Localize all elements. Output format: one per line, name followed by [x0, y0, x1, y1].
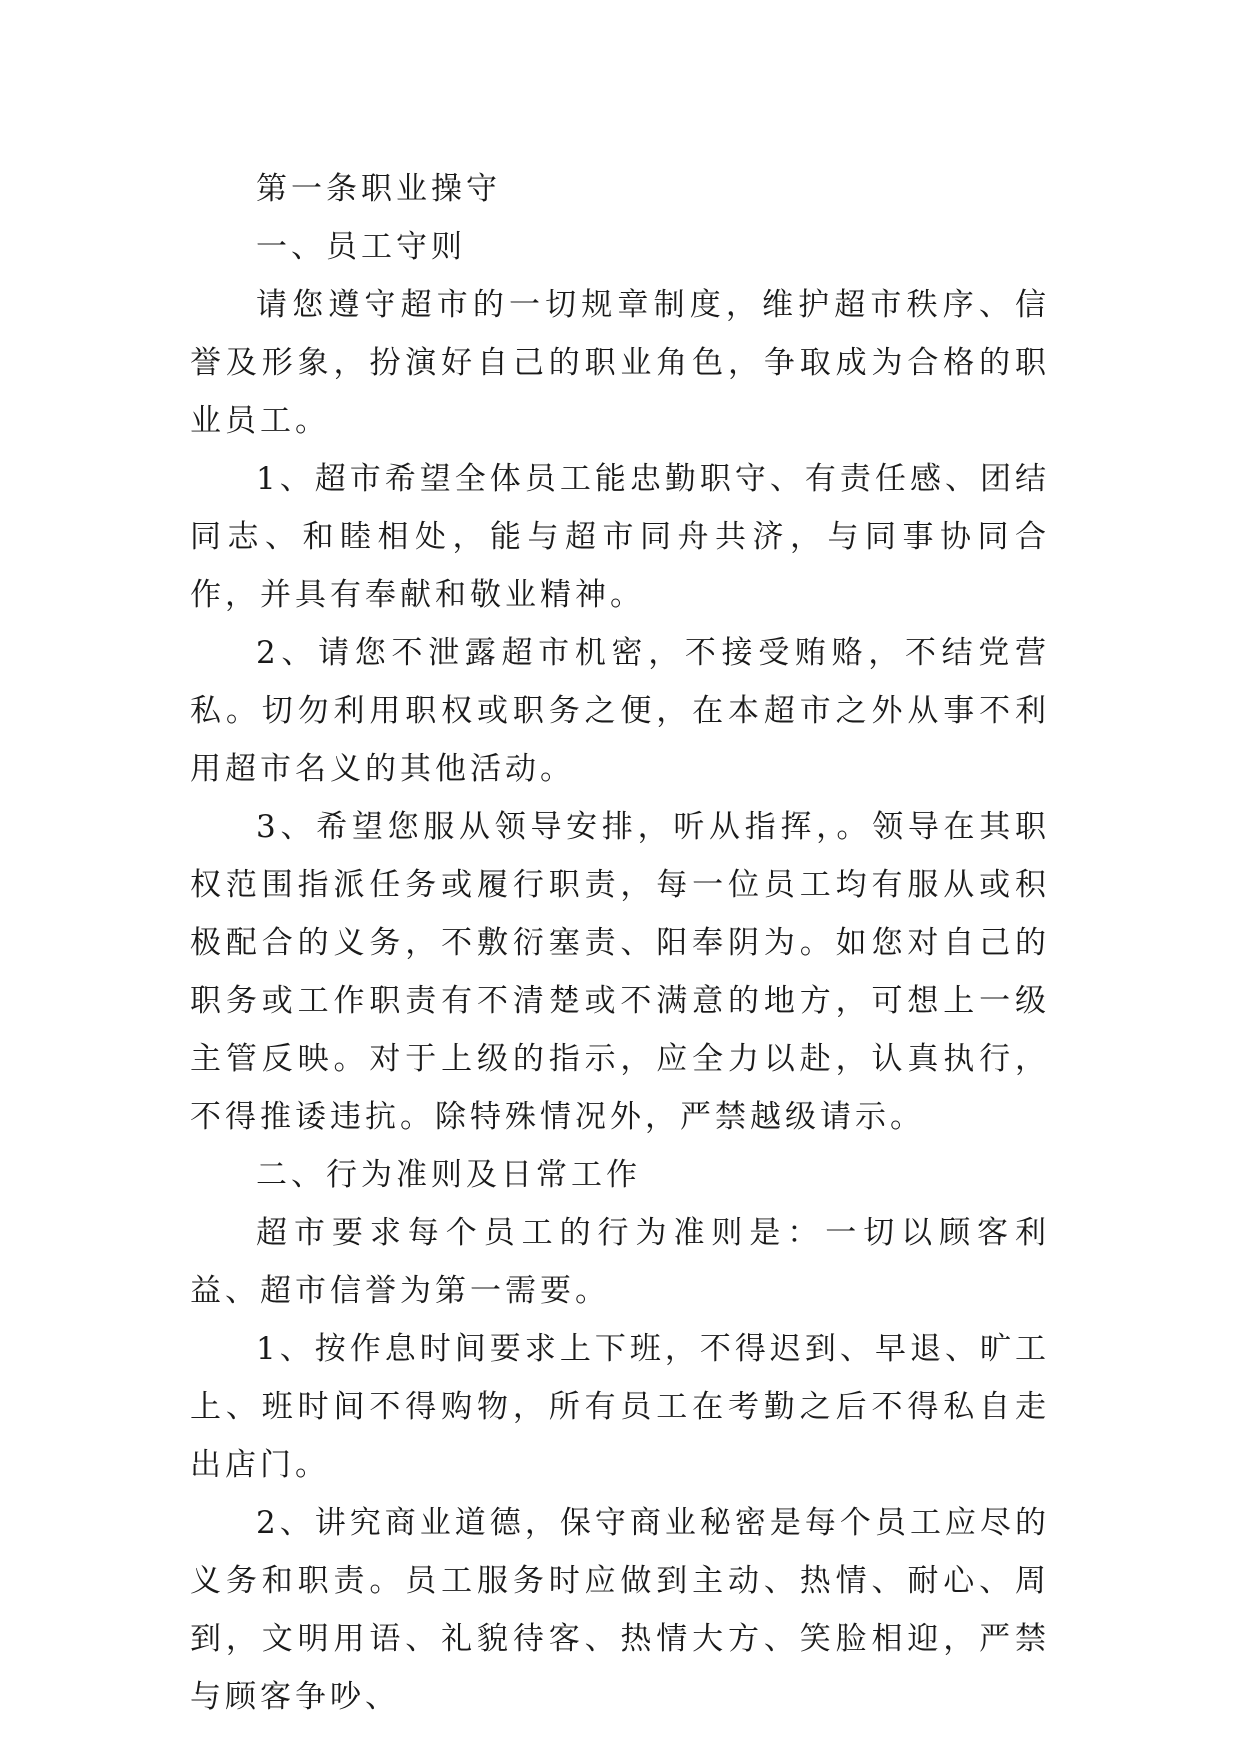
document-body	[190, 160, 1050, 1726]
paragraph-rule-3: 3、希望您服从领导安排，听从指挥，。领导在其职权范围指派任务或履行职责，每一位员工均有服从或积极配合的义务，不敷衍塞责、阳奉阴为。如您对自己的职务或工作职责有不清楚或不满意的地方，可想上一级主管反映。对于上级的指示，应全力以赴，认真执行，不得推诿违抗。除特殊情况外，严禁越级请示。	[190, 809, 1050, 1135]
paragraph-rule-1: 1、超市希望全体员工能忠勤职守、有责任感、团结同志、和睦相处，能与超市同舟共济，与同事协同合作，并具有奉献和敬业精神。	[190, 461, 1050, 613]
paragraph-conduct-1: 1、按作息时间要求上下班，不得迟到、早退、旷工上、班时间不得购物，所有员工在考勤之后不得私自走出店门。	[190, 1331, 1050, 1483]
paragraph-conduct-intro: 超市要求每个员工的行为准则是：一切以顾客利益、超市信誉为第一需要。	[190, 1215, 1050, 1309]
article-heading: 第一条职业操守	[256, 171, 501, 207]
paragraph-conduct-2: 2、讲究商业道德，保守商业秘密是每个员工应尽的义务和职责。员工服务时应做到主动、热情、耐心、周到，文明用语、礼貌待客、热情大方、笑脸相迎，严禁与顾客争吵、	[190, 1505, 1050, 1715]
paragraph-intro: 请您遵守超市的一切规章制度，维护超市秩序、信誉及形象，扮演好自己的职业角色，争取成为合格的职业员工。	[190, 287, 1050, 439]
section-heading-employee-rules: 一、员工守则	[256, 229, 466, 265]
section-heading-conduct: 二、行为准则及日常工作	[256, 1157, 641, 1193]
paragraph-rule-2: 2、请您不泄露超市机密，不接受贿赂，不结党营私。切勿利用职权或职务之便，在本超市之外从事不利用超市名义的其他活动。	[190, 635, 1050, 787]
